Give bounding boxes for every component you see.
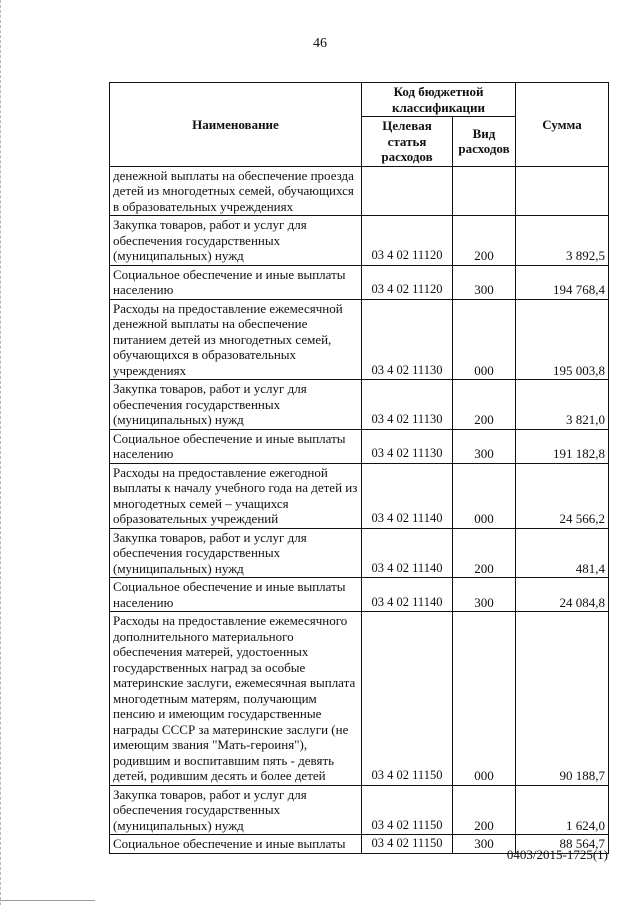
table-row — [110, 166, 609, 216]
scan-artifact-line — [0, 900, 95, 901]
row-expense-type-cell: 200 — [453, 380, 516, 430]
row-sum-cell: 3 821,0 — [516, 380, 609, 430]
row-target-code-cell: 03 4 02 11150 — [362, 785, 453, 835]
row-sum-cell: 3 892,5 — [516, 216, 609, 266]
table-row — [110, 463, 609, 528]
row-name-cell: Социальное обеспечение и иные выплаты населению — [110, 429, 362, 463]
table-row — [110, 299, 609, 380]
table-row — [110, 265, 609, 299]
table-row — [110, 578, 609, 612]
row-name-cell: Социальное обеспечение и иные выплаты населению — [110, 265, 362, 299]
row-name-cell: Социальное обеспечение и иные выплаты — [110, 835, 362, 854]
row-sum-cell: 24 566,2 — [516, 463, 609, 528]
row-target-code-cell: 03 4 02 11150 — [362, 612, 453, 786]
row-target-code-cell: 03 4 02 11140 — [362, 578, 453, 612]
row-name-cell: денежной выплаты на обеспечение проезда детей из многодетных семей, обучающихся в образовательных учреждениях — [110, 166, 362, 216]
header-name: Наименование — [110, 83, 362, 167]
row-expense-type-cell: 200 — [453, 528, 516, 578]
row-name-cell: Расходы на предоставление ежегодной выплаты к началу учебного года на детей из многодетных семей – учащихся образовательных учреждений — [110, 463, 362, 528]
row-sum-cell: 481,4 — [516, 528, 609, 578]
row-expense-type-cell: 000 — [453, 463, 516, 528]
row-target-code-cell: 03 4 02 11130 — [362, 299, 453, 380]
row-sum-cell: 195 003,8 — [516, 299, 609, 380]
row-sum-cell: 191 182,8 — [516, 429, 609, 463]
table-row — [110, 612, 609, 786]
table-row — [110, 528, 609, 578]
scan-left-edge — [0, 0, 4, 905]
header-row-top — [110, 83, 609, 117]
header-target-article: Целевая статья расходов — [362, 117, 453, 167]
row-target-code-cell: 03 4 02 11120 — [362, 265, 453, 299]
row-name-cell: Расходы на предоставление ежемесячной денежной выплаты на обеспечение питанием детей из многодетных семей, обучающихся в образовательных учреждениях — [110, 299, 362, 380]
table-body — [110, 166, 609, 853]
header-expense-type: Вид расходов — [453, 117, 516, 167]
row-sum-cell: 194 768,4 — [516, 265, 609, 299]
row-target-code-cell — [362, 166, 453, 216]
page-number: 46 — [313, 36, 327, 51]
row-expense-type-cell — [453, 166, 516, 216]
row-target-code-cell: 03 4 02 11130 — [362, 380, 453, 430]
row-name-cell: Закупка товаров, работ и услуг для обеспечения государственных (муниципальных) нужд — [110, 216, 362, 266]
table-row — [110, 429, 609, 463]
row-name-cell: Социальное обеспечение и иные выплаты населению — [110, 578, 362, 612]
row-expense-type-cell: 000 — [453, 299, 516, 380]
row-expense-type-cell: 000 — [453, 612, 516, 786]
header-sum: Сумма — [516, 83, 609, 167]
row-target-code-cell: 03 4 02 11130 — [362, 429, 453, 463]
row-name-cell: Закупка товаров, работ и услуг для обеспечения государственных (муниципальных) нужд — [110, 528, 362, 578]
row-target-code-cell: 03 4 02 11150 — [362, 835, 453, 854]
row-target-code-cell: 03 4 02 11140 — [362, 463, 453, 528]
row-expense-type-cell: 300 — [453, 835, 516, 854]
row-expense-type-cell: 200 — [453, 785, 516, 835]
row-expense-type-cell: 200 — [453, 216, 516, 266]
header-code-group: Код бюджетной классификации — [362, 83, 516, 117]
row-target-code-cell: 03 4 02 11120 — [362, 216, 453, 266]
row-sum-cell: 24 084,8 — [516, 578, 609, 612]
row-expense-type-cell: 300 — [453, 429, 516, 463]
row-target-code-cell: 03 4 02 11140 — [362, 528, 453, 578]
row-sum-cell: 1 624,0 — [516, 785, 609, 835]
row-sum-cell — [516, 166, 609, 216]
table-row — [110, 216, 609, 266]
row-sum-cell: 88 564,7 — [516, 835, 609, 854]
row-expense-type-cell: 300 — [453, 265, 516, 299]
budget-table — [109, 82, 609, 854]
row-name-cell: Закупка товаров, работ и услуг для обеспечения государственных (муниципальных) нужд — [110, 380, 362, 430]
row-sum-cell: 90 188,7 — [516, 612, 609, 786]
table-row — [110, 785, 609, 835]
row-name-cell: Расходы на предоставление ежемесячного дополнительного материального обеспечения матерей, удостоенных государственных наград за особые материнские заслуги, ежемесячная выплата многодетным матерям, получающим пенсию и имеющим государственные награды СССР за материнские заслуги (не имеющим звания "Мать-героиня"), родившим и воспитавшим пять - девять детей, родившим десять и более детей — [110, 612, 362, 786]
table-row — [110, 380, 609, 430]
row-name-cell: Закупка товаров, работ и услуг для обеспечения государственных (муниципальных) нужд — [110, 785, 362, 835]
document-code: 0403/2015-1725(1) — [506, 847, 608, 862]
row-expense-type-cell: 300 — [453, 578, 516, 612]
